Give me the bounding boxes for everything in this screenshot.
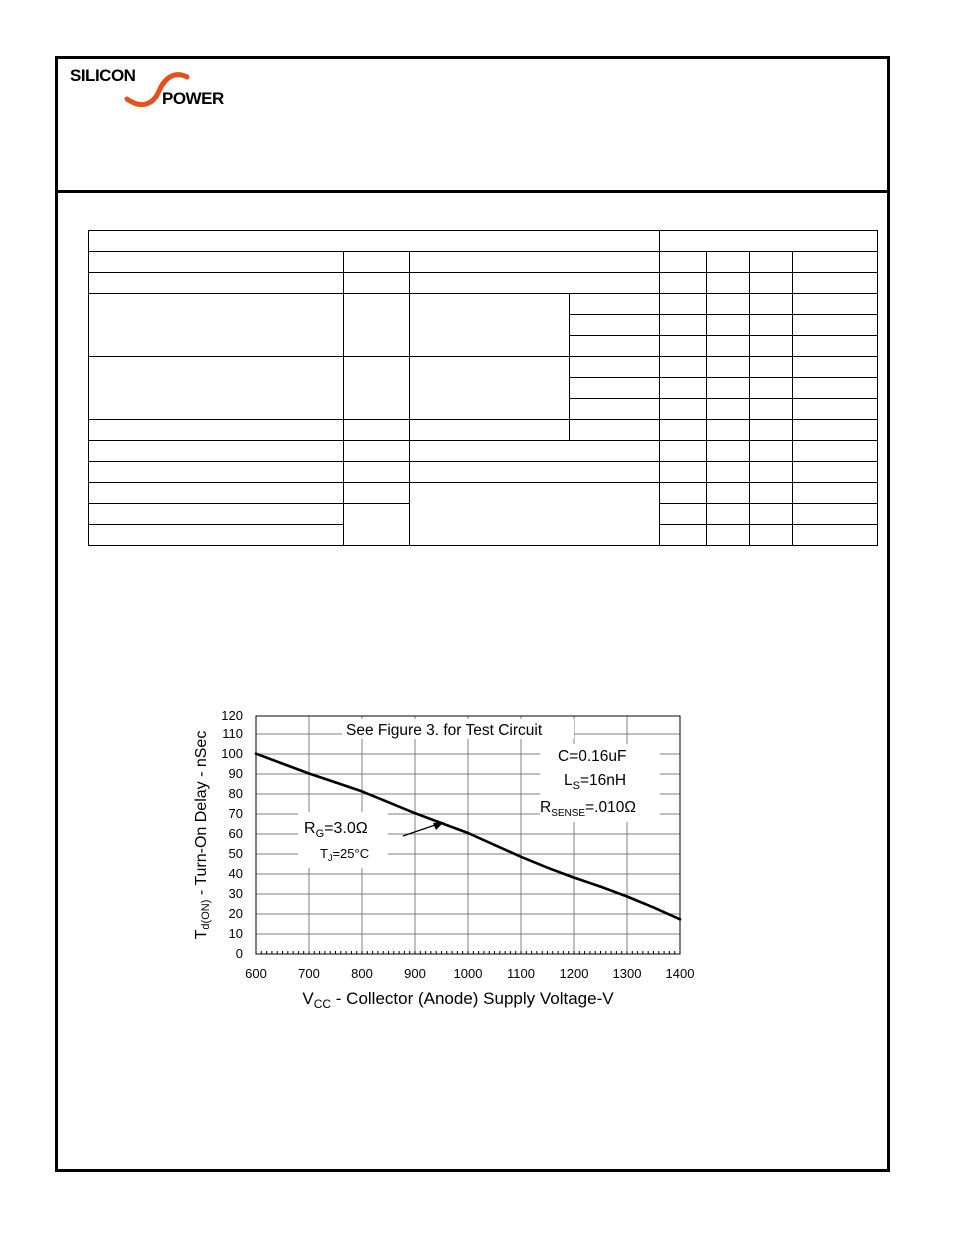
table-row [89, 483, 878, 504]
annotation-sense-resistance: $R_{SENSE}=.010\Omega$ [540, 799, 636, 819]
table-row [89, 462, 878, 483]
y-tick-label: 30 [228, 886, 243, 901]
table-row [89, 294, 878, 315]
logo-word-power: POWER [162, 89, 224, 108]
data-point [414, 812, 417, 815]
data-point [308, 772, 311, 775]
electrical-characteristics-table [88, 230, 878, 546]
data-point [626, 895, 629, 898]
y-tick-label: 10 [228, 926, 243, 941]
table-row [89, 273, 878, 294]
x-tick-label: 1000 [453, 966, 483, 981]
data-point [387, 801, 390, 804]
data-point [652, 906, 655, 909]
y-tick-label: 80 [228, 786, 243, 801]
data-point [546, 866, 549, 869]
y-tick-label: 120 [221, 708, 243, 723]
data-point [281, 762, 284, 765]
annotation-gate-resistance: $R_G=3.0\Omega$ [304, 820, 368, 840]
y-tick-label: 90 [228, 766, 243, 781]
y-tick-label: 20 [228, 906, 243, 921]
x-tick-label: 1100 [507, 966, 535, 981]
table-row [89, 420, 878, 441]
y-tick-label: 110 [222, 726, 243, 741]
x-tick-label: 1400 [665, 966, 695, 981]
y-tick-label: 40 [228, 866, 243, 881]
company-logo [68, 65, 248, 115]
turn-on-delay-chart [180, 700, 720, 1020]
data-point [334, 781, 337, 784]
data-point [679, 918, 682, 921]
table-row [89, 441, 878, 462]
data-point [493, 844, 496, 847]
y-tick-label: 100 [221, 746, 243, 761]
x-tick-label: 1300 [612, 966, 642, 981]
data-point [361, 790, 364, 793]
annotation-test-circuit: See Figure 3. for Test Circuit [346, 722, 543, 739]
y-axis-tick-labels [221, 708, 243, 961]
y-tick-label: 60 [228, 826, 243, 841]
annotation-inductance: $L_S=16nH$ [564, 772, 627, 792]
table-row [89, 357, 878, 378]
y-tick-label: 50 [228, 846, 243, 861]
annotation-capacitance: C=0.16uF [558, 748, 627, 765]
y-axis-label: Td(ON) - Turn-On Delay - nSec [193, 730, 212, 940]
table-row [89, 252, 878, 273]
x-tick-label: 1200 [559, 966, 589, 981]
data-point [255, 752, 258, 755]
data-point [467, 832, 470, 835]
header-divider [55, 190, 890, 193]
x-tick-label: 900 [404, 966, 426, 981]
x-axis-tick-labels [245, 966, 694, 981]
x-tick-label: 600 [245, 966, 267, 981]
data-point [599, 885, 602, 888]
annotation-junction-temp: $T_J=25^\circ C$ [320, 846, 370, 863]
data-point [520, 856, 523, 859]
x-axis-label: $V_{CC}$ - Collector (Anode) Supply Voltage-V [302, 989, 614, 1011]
x-tick-label: 700 [298, 966, 320, 981]
data-point [573, 876, 576, 879]
x-tick-label: 800 [351, 966, 373, 981]
logo-word-silicon: SILICON [70, 66, 136, 85]
y-tick-label: 70 [228, 806, 243, 821]
y-tick-label: 0 [235, 946, 243, 961]
table-row [89, 231, 878, 252]
